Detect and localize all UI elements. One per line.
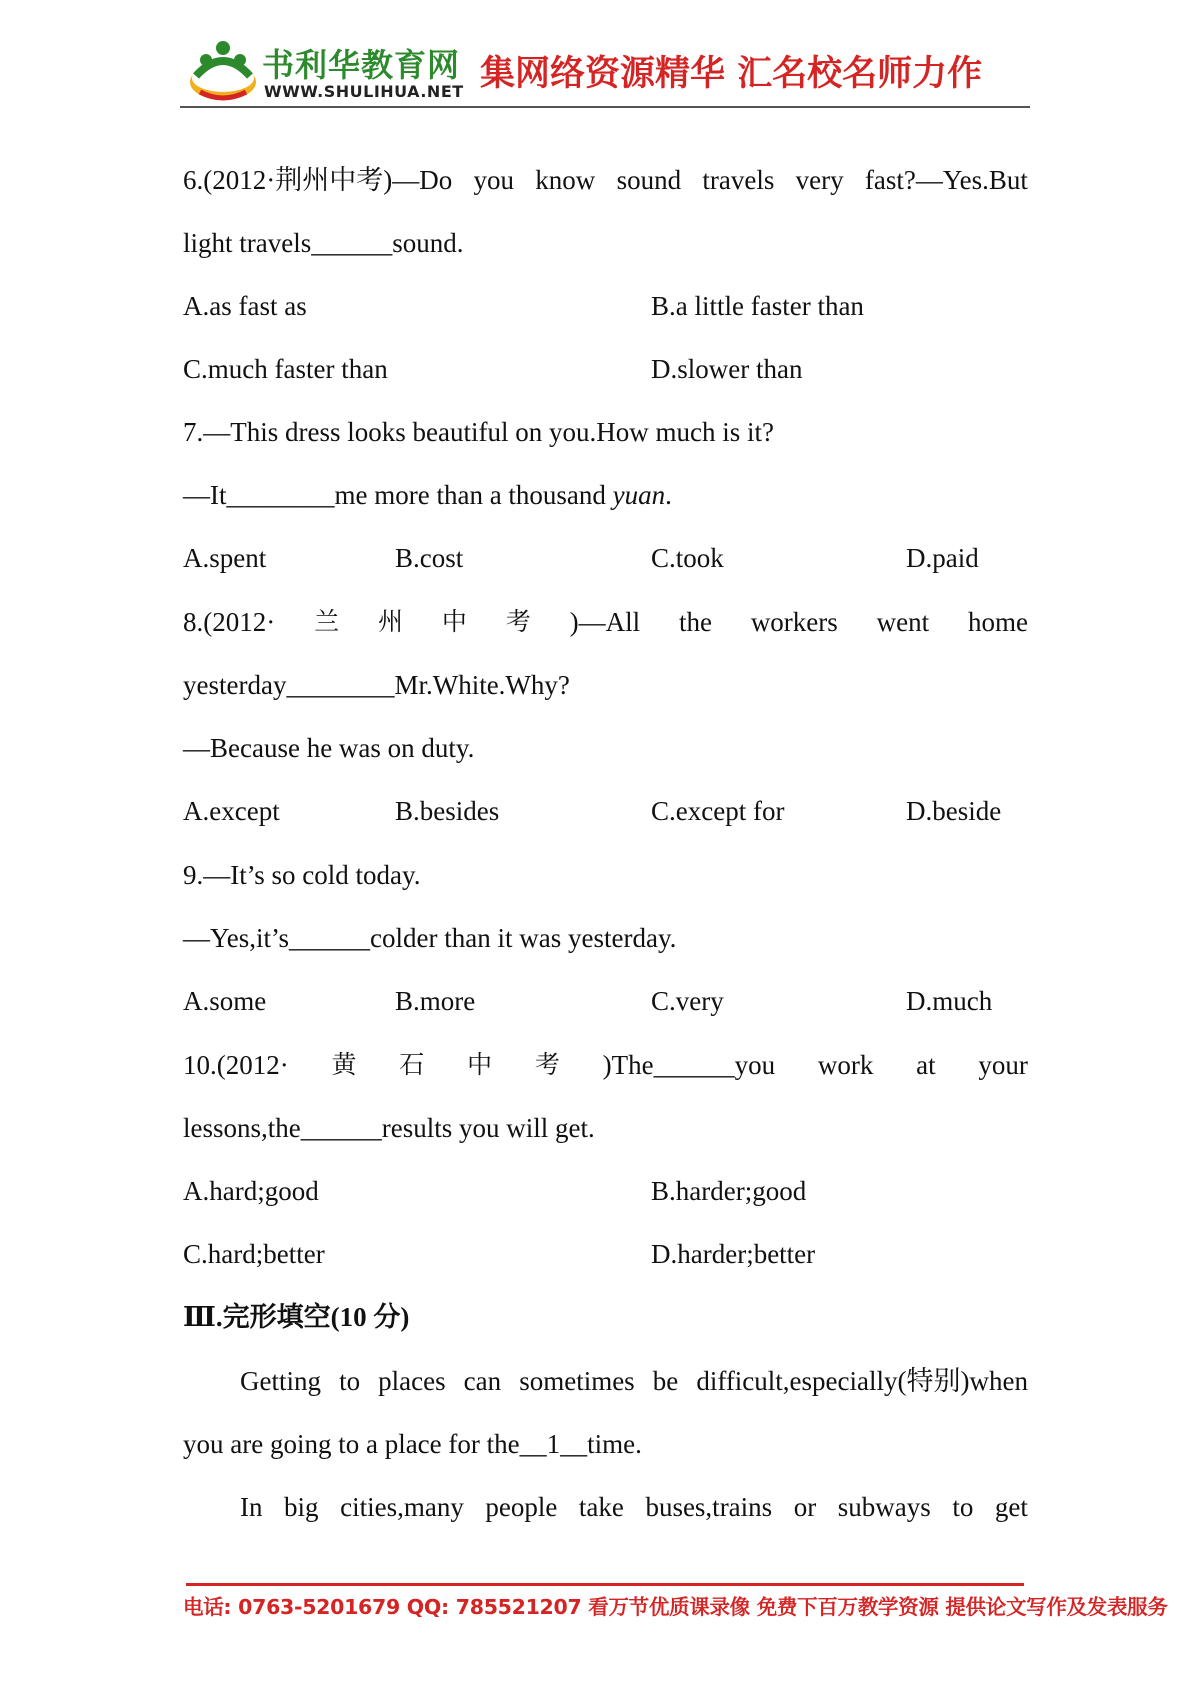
text-word: buses,trains — [645, 1492, 773, 1522]
text-word: )—All — [569, 607, 641, 637]
text-word: difficult,especially(特别)when — [696, 1366, 1028, 1396]
cloze-blank-1: __1__ — [519, 1429, 588, 1459]
text-run: you are going to a place for the — [183, 1429, 520, 1459]
q6-stem-line2: light travels______sound. — [183, 228, 464, 258]
text-word: 黄 — [331, 1050, 357, 1079]
text-word: very — [795, 165, 844, 195]
text-word: 州 — [377, 607, 403, 636]
q8-option-c: C.except for — [651, 796, 785, 826]
q9-option-d: D.much — [906, 986, 993, 1016]
text-run: . — [665, 480, 672, 510]
text-word: subways — [837, 1492, 931, 1522]
text-word: the — [678, 607, 712, 637]
q6-stem-line1 — [183, 162, 1028, 198]
text-word: to — [339, 1366, 361, 1396]
text-word: 石 — [399, 1050, 425, 1079]
q8-option-d: D.beside — [906, 796, 1002, 826]
q10-option-b: B.harder;good — [651, 1176, 807, 1206]
text-word: 8.(2012· — [183, 607, 276, 637]
q9-option-c: C.very — [651, 986, 724, 1016]
q8-option-a: A.except — [183, 796, 280, 826]
text-word: 考 — [505, 607, 531, 636]
text-word: 10.(2012· — [183, 1050, 289, 1080]
text-word: sometimes — [519, 1366, 635, 1396]
text-word: sound — [616, 165, 682, 195]
q8-option-b: B.besides — [395, 796, 500, 826]
q6-option-c: C.much faster than — [183, 354, 388, 384]
logo-icon — [188, 36, 258, 104]
text-word: travels — [702, 165, 775, 195]
text-word: be — [652, 1366, 679, 1396]
q8-stem-line2: yesterday________Mr.White.Why? — [183, 670, 570, 700]
text-word: take — [578, 1492, 624, 1522]
text-run: —It________me more than a thousand — [183, 480, 613, 510]
q9-stem-line2: —Yes,it’s______colder than it was yesterday. — [183, 923, 677, 953]
text-word: big — [284, 1492, 319, 1522]
text-word: 兰 — [314, 607, 340, 636]
text-word: 中 — [467, 1050, 493, 1079]
q9-option-b: B.more — [395, 986, 476, 1016]
text-word: can — [463, 1366, 502, 1396]
q10-stem-line1 — [183, 1047, 1028, 1083]
text-word: went — [876, 607, 930, 637]
text-word: know — [535, 165, 596, 195]
q10-option-a: A.hard;good — [183, 1176, 319, 1206]
passage-p1-line1 — [240, 1363, 1028, 1399]
q8-stem-line1 — [183, 604, 1028, 640]
q7-option-b: B.cost — [395, 543, 464, 573]
q7-stem-line2 — [183, 477, 1028, 513]
site-name: 书利华教育网 — [262, 46, 461, 84]
q7-option-a: A.spent — [183, 543, 267, 573]
text-run: time. — [587, 1429, 642, 1459]
text-word: at — [916, 1050, 936, 1080]
text-word: workers — [750, 607, 838, 637]
text-word: In — [240, 1492, 263, 1522]
site-slogan: 集网络资源精华 汇名校名师力作 — [480, 54, 983, 94]
text-word: or — [793, 1492, 817, 1522]
text-word: work — [817, 1050, 874, 1080]
q6-option-b: B.a little faster than — [651, 291, 864, 321]
q9-option-a: A.some — [183, 986, 267, 1016]
q7-option-d: D.paid — [906, 543, 979, 573]
q9-stem-line1: 9.—It’s so cold today. — [183, 860, 421, 890]
text-word: people — [485, 1492, 558, 1522]
q7-stem-line1: 7.—This dress looks beautiful on you.How much is it? — [183, 417, 774, 447]
text-word: cities,many — [340, 1492, 464, 1522]
passage-p1-line2 — [183, 1426, 1028, 1462]
q7-option-c: C.took — [651, 543, 724, 573]
q8-stem-line3: —Because he was on duty. — [183, 733, 475, 763]
text-word: you — [473, 165, 515, 195]
header-divider — [180, 106, 1030, 108]
text-word: get — [994, 1492, 1028, 1522]
q10-option-d: D.harder;better — [651, 1239, 816, 1269]
section-title: Ⅲ.完形填空(10 分) — [183, 1302, 410, 1332]
q10-option-c: C.hard;better — [183, 1239, 325, 1269]
q10-stem-line2: lessons,the______results you will get. — [183, 1113, 595, 1143]
text-word: home — [968, 607, 1028, 637]
q6-option-d: D.slower than — [651, 354, 803, 384]
q6-option-a: A.as fast as — [183, 291, 307, 321]
text-word: )The______you — [602, 1050, 776, 1080]
text-word: 考 — [534, 1050, 560, 1079]
passage-p2-line1 — [240, 1489, 1028, 1525]
text-word: places — [378, 1366, 446, 1396]
footer-divider — [186, 1583, 1024, 1586]
text-word: 中 — [441, 607, 467, 636]
text-word: fast?—Yes.But — [864, 165, 1028, 195]
text-word: Getting — [240, 1366, 321, 1396]
page-header — [180, 28, 1030, 108]
text-word: to — [952, 1492, 974, 1522]
italic-word: yuan — [612, 480, 666, 510]
text-word: 6.(2012·荆州中考)—Do — [183, 165, 453, 195]
footer-contact: 电话: 0763-5201679 QQ: 785521207 看万节优质课录像 免费下百万教学资源 提供论文写作及发表服务 — [183, 1595, 1168, 1619]
site-url: WWW.SHULIHUA.NET — [264, 82, 464, 101]
text-word: your — [978, 1050, 1028, 1080]
